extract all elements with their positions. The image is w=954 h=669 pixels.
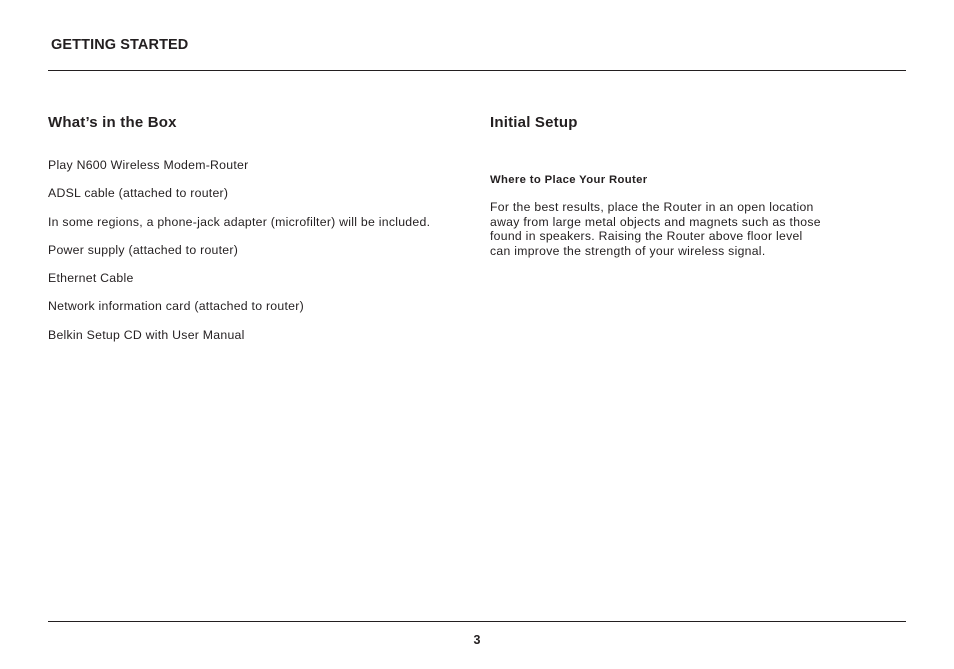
- whats-in-the-box-heading: What’s in the Box: [48, 114, 177, 131]
- list-item: Network information card (attached to router): [48, 299, 304, 314]
- list-item: Ethernet Cable: [48, 271, 134, 286]
- paragraph-line: found in speakers. Raising the Router above floor level: [490, 229, 803, 243]
- footer-divider: [48, 621, 906, 622]
- list-item: Power supply (attached to router): [48, 242, 239, 257]
- list-item: In some regions, a phone-jack adapter (microfilter) will be included.: [48, 214, 431, 229]
- paragraph-line: can improve the strength of your wireless signal.: [490, 243, 766, 258]
- section-header-title: GETTING STARTED: [51, 37, 189, 53]
- paragraph-line: away from large metal objects and magnets such as those: [490, 214, 821, 229]
- initial-setup-section: [490, 113, 870, 258]
- box-contents-list: [48, 157, 488, 355]
- header-divider: [48, 70, 906, 71]
- page-number: 3: [473, 633, 481, 647]
- list-item: Belkin Setup CD with User Manual: [48, 327, 245, 342]
- list-item: ADSL cable (attached to router): [48, 186, 229, 201]
- router-placement-paragraph: [490, 200, 850, 258]
- whats-in-the-box-section: [48, 113, 468, 342]
- list-item: Play N600 Wireless Modem-Router: [48, 158, 249, 172]
- initial-setup-heading: Initial Setup: [490, 114, 578, 131]
- paragraph-line: For the best results, place the Router in an open location: [490, 200, 814, 214]
- router-placement-subheading: Where to Place Your Router: [490, 174, 648, 186]
